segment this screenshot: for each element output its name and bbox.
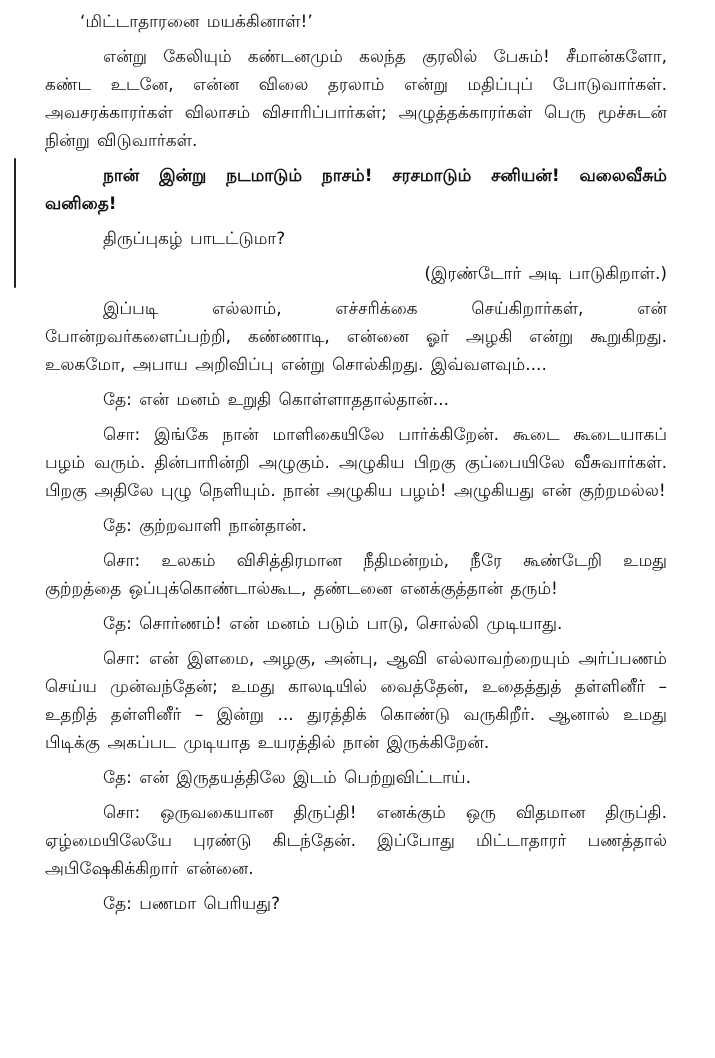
stage-direction: (இரண்டோர் அடி பாடுகிறாள்.) — [424, 264, 667, 284]
paragraph-2: என்று கேலியும் கண்டனமும் கலந்த குரலில் பேசும்! சீமான்களோ, கண்ட உடனே, என்ன விலை தரலாம் என்று மதிப்புப் போடுவார்கள். அவசரக்காரர்கள் விலாசம் விசாரிப்பார்கள்; அழுத்தக்காரர்கள் பெரு மூச்சுடன் நின்று விடுவார்கள். — [45, 47, 667, 151]
dialogue-line-4: சொ: உலகம் விசித்திரமான நீதிமன்றம், நீரே கூண்டேறி உமது குற்றத்தை ஒப்புக்கொண்டால்கூட, தண்டனை எனக்குத்தான் தரும்! — [45, 551, 667, 599]
margin-pencil-mark — [14, 158, 16, 288]
paragraph-4: திருப்புகழ் பாடட்டுமா? — [103, 229, 286, 249]
dialogue-line-5: தே: சொர்ணம்! என் மனம் படும் பாடு, சொல்லி முடியாது. — [103, 614, 563, 634]
dialogue-line-2: சொ: இங்கே நான் மாளிகையிலே பார்க்கிறேன். கூடை கூடையாகப் பழம் வரும். தின்பாரின்றி அழுகும். அழுகிய பிறகு குப்பையிலே வீசுவார்கள். பிறகு அதிலே புழு நெளியும். நான் அழுகிய பழம்! அழுகியது என் குற்றமல்ல! — [45, 425, 667, 501]
dialogue-line-1: தே: என் மனம் உறுதி கொள்ளாததால்தான்... — [103, 390, 449, 410]
paragraph-6: இப்படி எல்லாம், எச்சரிக்கை செய்கிறார்கள், என் போன்றவர்களைப்பற்றி, கண்ணாடி, என்னை ஓர் அழகி என்று கூறுகிறது. உலகமோ, அபாய அறிவிப்பு என்று சொல்கிறது. இவ்வளவும்.... — [45, 299, 667, 375]
dialogue-line-7: தே: என் இருதயத்திலே இடம் பெற்றுவிட்டாய். — [103, 768, 472, 788]
dialogue-line-8: சொ: ஒருவகையான திருப்தி! எனக்கும் ஒரு விதமான திருப்தி. ஏழ்மையிலேயே புரண்டு கிடந்தேன். இப்போது மிட்டாதாரர் பணத்தால் அபிஷேகிக்கிறார் என்னை. — [45, 803, 667, 879]
dialogue-line-6: சொ: என் இளமை, அழகு, அன்பு, ஆவி எல்லாவற்றையும் அர்ப்பணம் செய்ய முன்வந்தேன்; உமது காலடியில் வைத்தேன், உதைத்துத் தள்ளினீர் – உதறித் தள்ளினீர் – இன்று ... துரத்திக் கொண்டு வருகிறீர். ஆனால் உமது பிடிக்கு அகப்பட முடியாத உயரத்தில் நான் இருக்கிறேன். — [45, 649, 667, 753]
dialogue-line-9: தே: பணமா பெரியது? — [103, 894, 280, 914]
paragraph-1: ‘மிட்டாதாரனை மயக்கினாள்!’ — [80, 12, 313, 32]
page-body-text — [45, 8, 667, 925]
paragraph-3: நான் இன்று நடமாடும் நாசம்! சரசமாடும் சனியன்! வலைவீசும் வனிதை! — [45, 166, 667, 214]
dialogue-line-3: தே: குற்றவாளி நான்தான். — [103, 516, 307, 536]
